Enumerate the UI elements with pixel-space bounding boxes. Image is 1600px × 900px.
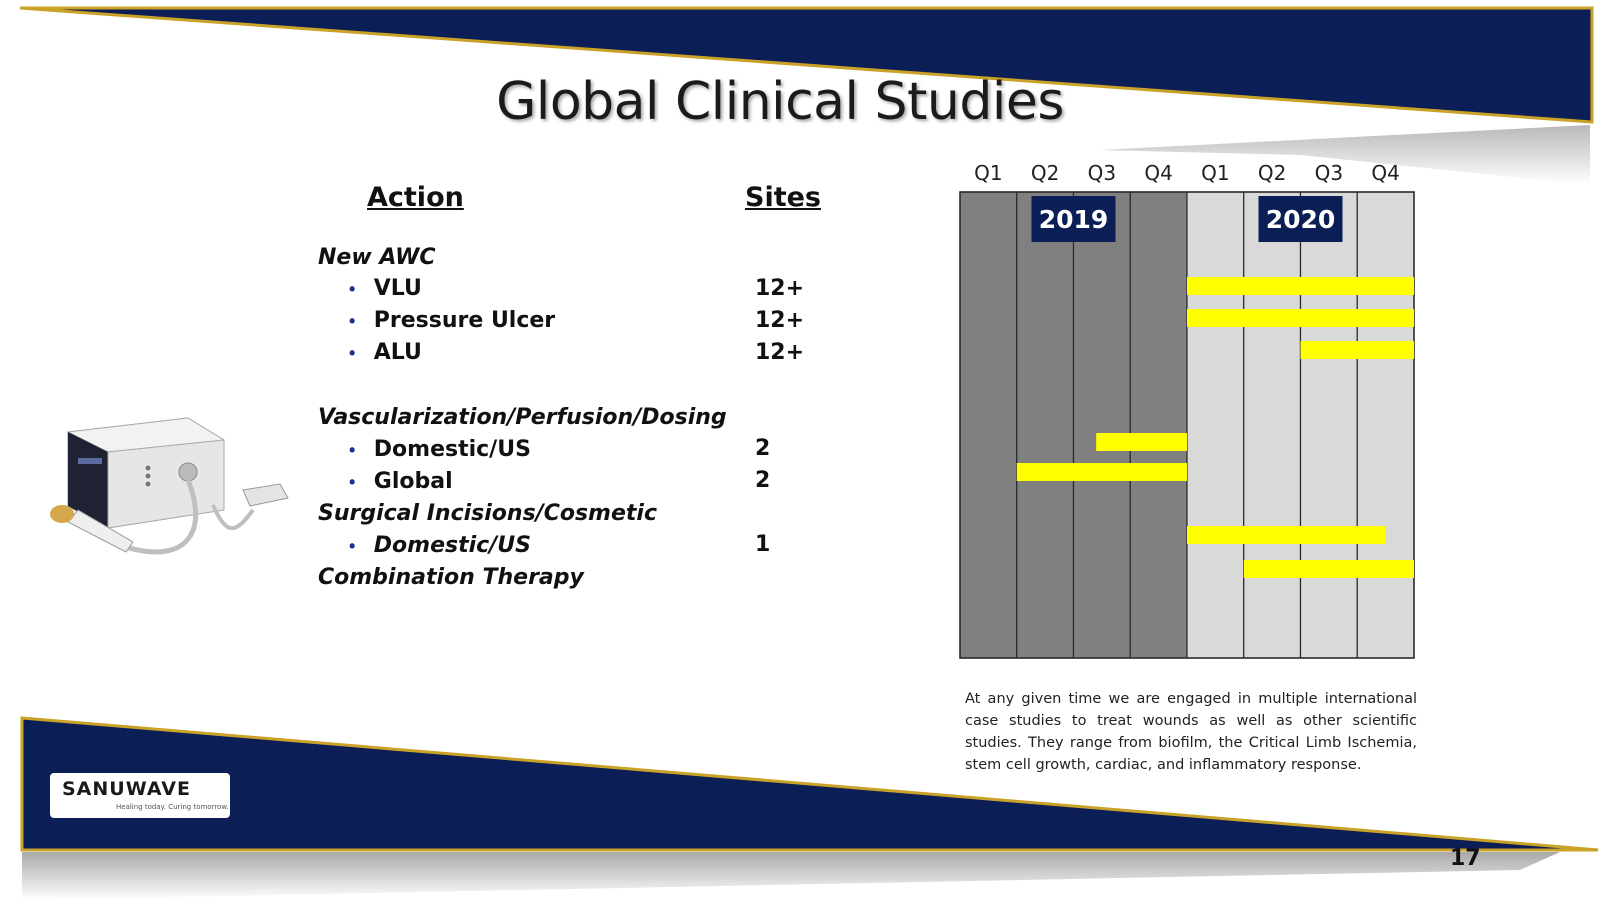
action-header: Action — [367, 182, 464, 213]
timeline-bar — [1301, 341, 1415, 359]
site-count: 12+ — [755, 276, 805, 301]
quarter-column — [1357, 192, 1414, 658]
bullet-icon: • — [349, 343, 356, 363]
description-text: At any given time we are engaged in multiple international case studies to treat wounds as well as other scientific studies. They range from biofilm, the Critical Limb Ischemia, stem cell growth, cardiac, and inflammatory response. — [965, 691, 1417, 773]
sites-header: Sites — [745, 182, 821, 213]
timeline-bar — [1017, 463, 1187, 481]
quarter-label: Q4 — [1371, 161, 1400, 185]
quarter-label: Q2 — [1030, 161, 1060, 185]
site-count: 2 — [755, 436, 771, 461]
site-count: 12+ — [755, 308, 805, 333]
device-image — [38, 410, 298, 580]
bottom-banner-shadow — [22, 852, 1560, 900]
quarter-column — [960, 192, 1017, 658]
timeline-bar — [1187, 526, 1386, 544]
quarter-column — [1187, 192, 1244, 658]
quarter-column — [1130, 192, 1187, 658]
quarter-label: Q3 — [1087, 161, 1117, 185]
bullet-icon: • — [349, 311, 356, 331]
bullet-icon: • — [349, 472, 356, 492]
list-item: • Domestic/US — [349, 437, 531, 462]
timeline-bar — [1244, 560, 1414, 578]
year-label: 2020 — [1265, 205, 1336, 234]
timeline-bar — [1187, 277, 1414, 295]
site-count: 12+ — [755, 340, 805, 365]
list-item: • Global — [349, 469, 453, 494]
quarter-label: Q3 — [1314, 161, 1344, 185]
page-number: 17 — [1450, 846, 1481, 871]
site-count: 2 — [755, 468, 771, 493]
quarter-column — [1074, 192, 1131, 658]
timeline-chart — [940, 150, 1460, 660]
year-label: 2019 — [1038, 205, 1109, 234]
bullet-icon: • — [349, 279, 356, 299]
list-item: • ALU — [349, 340, 422, 365]
category-label: Vascularization/Perfusion/Dosing — [318, 405, 727, 430]
bullet-icon: • — [349, 440, 356, 460]
quarter-column — [1301, 192, 1358, 658]
slide-title: Global Clinical Studies — [496, 72, 1064, 132]
quarter-label: Q4 — [1144, 161, 1173, 185]
quarter-label: Q1 — [974, 161, 1003, 185]
list-item: • Pressure Ulcer — [349, 308, 556, 333]
quarter-label: Q1 — [1201, 161, 1230, 185]
quarter-column — [1017, 192, 1074, 658]
logo-name: SANUWAVE — [62, 778, 191, 800]
bullet-icon: • — [349, 536, 356, 556]
timeline-bar — [1096, 433, 1187, 451]
quarter-column — [1244, 192, 1301, 658]
quarter-label: Q2 — [1257, 161, 1287, 185]
logo-tagline: Healing today. Curing tomorrow. — [116, 803, 229, 811]
list-item: • VLU — [349, 276, 422, 301]
category-label: Combination Therapy — [318, 565, 584, 590]
timeline-bar — [1187, 309, 1414, 327]
list-item: • Domestic/US — [349, 533, 531, 558]
category-label: Surgical Incisions/Cosmetic — [318, 501, 658, 526]
sanuwave-logo — [50, 773, 230, 818]
site-count: 1 — [755, 532, 771, 557]
category-label: New AWC — [318, 245, 436, 270]
